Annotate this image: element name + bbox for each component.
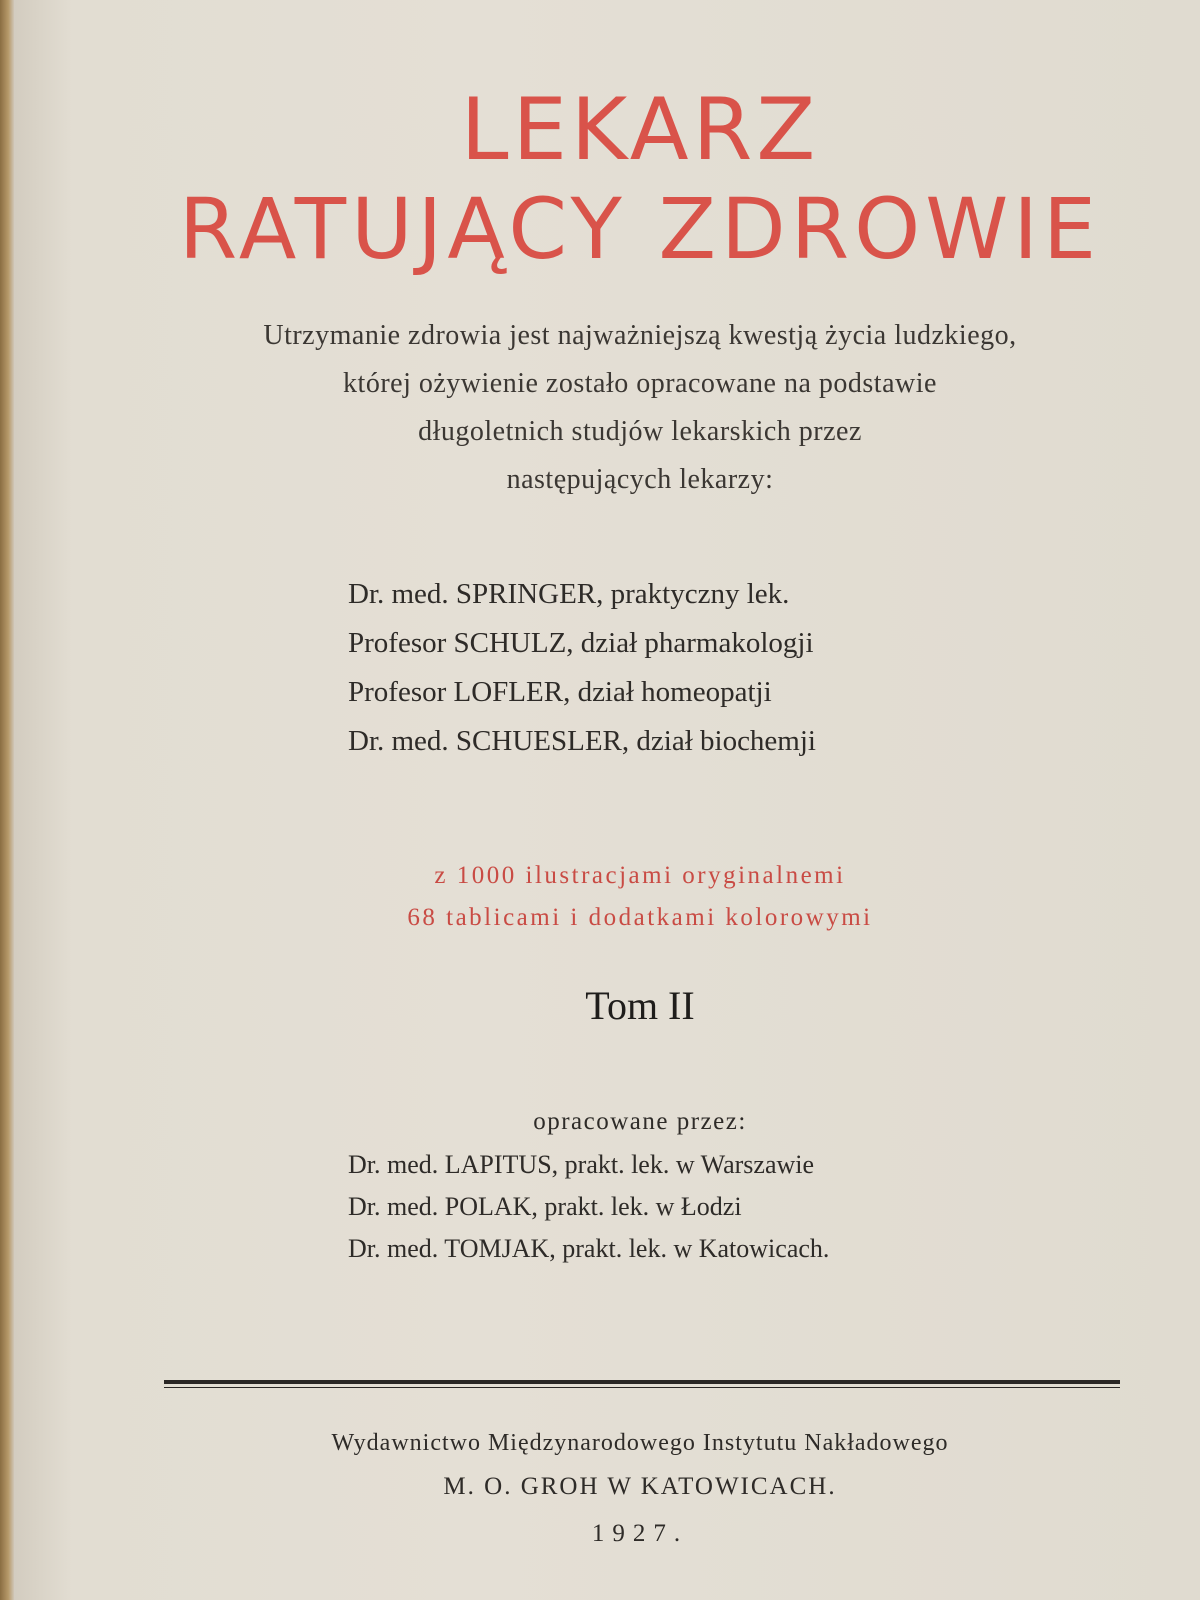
divider-rule-thin (164, 1387, 1120, 1388)
publisher-name: Wydawnictwo Międzynarodowego Instytutu Nakładowego (331, 1430, 949, 1456)
illustrations-line: z 1000 ilustracjami oryginalnemi (434, 862, 846, 889)
publisher-place: M. O. GROH W KATOWICACH. (443, 1473, 837, 1500)
intro-line: Utrzymanie zdrowia jest najważniejszą kwestją życia ludzkiego, (263, 320, 1017, 351)
author-entry: Dr. med. SPRINGER, praktyczny lek. (348, 578, 790, 610)
editor-entry: Dr. med. TOMJAK, prakt. lek. w Katowicach. (348, 1234, 830, 1263)
title-line-2: RATUJĄCY ZDROWIE (178, 180, 1102, 278)
volume-label: Tom II (585, 983, 695, 1028)
authors-list (348, 570, 816, 766)
intro-paragraph (160, 312, 1120, 504)
author-entry: Profesor SCHULZ, dział pharmakologji (348, 627, 814, 659)
author-entry: Dr. med. SCHUESLER, dział biochemji (348, 725, 816, 757)
divider-rule-thick (164, 1380, 1120, 1384)
editor-entry: Dr. med. POLAK, prakt. lek. w Łodzi (348, 1192, 742, 1221)
editor-entry: Dr. med. LAPITUS, prakt. lek. w Warszawie (348, 1150, 815, 1179)
intro-line: której ożywienie zostało opracowane na podstawie (343, 368, 937, 399)
book-binding-edge (0, 0, 14, 1600)
title-line-1: LEKARZ (460, 80, 820, 180)
publication-year: 1927. (591, 1520, 689, 1547)
intro-line: długoletnich studjów lekarskich przez (418, 416, 862, 447)
intro-line: następujących lekarzy: (506, 464, 774, 495)
illustrations-note (160, 855, 1120, 939)
author-entry: Profesor LOFLER, dział homeopatji (348, 676, 772, 708)
illustrations-line: 68 tablicami i dodatkami kolorowymi (407, 904, 873, 931)
editors-list (348, 1144, 829, 1270)
edited-by-label: opracowane przez: (533, 1108, 747, 1135)
